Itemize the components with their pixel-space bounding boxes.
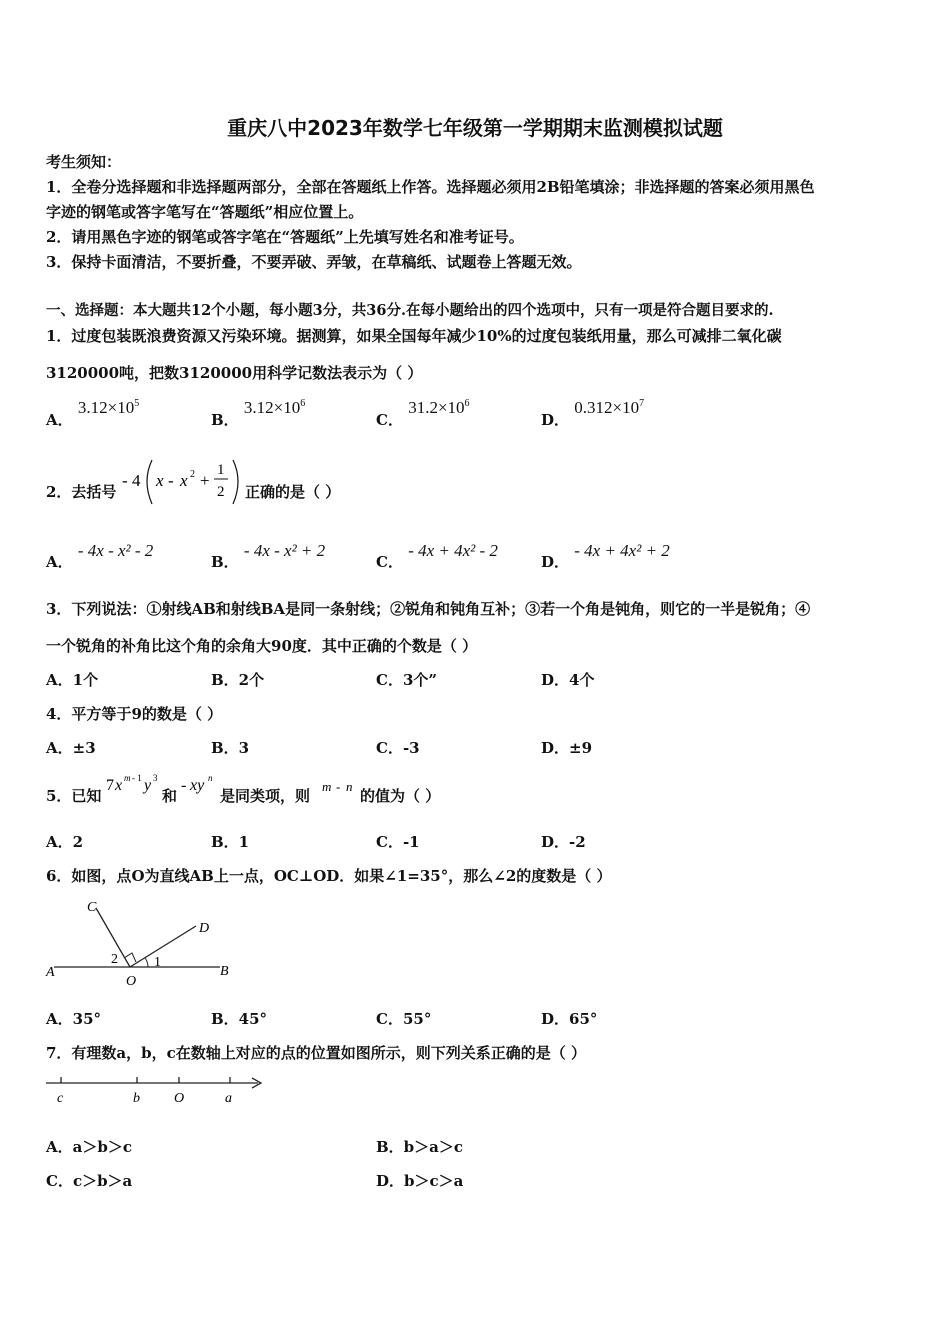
q1-option-b[interactable]: B． $3.12\times 10^6$ — [211, 398, 306, 429]
q7-option-a[interactable]: A．a＞b＞c — [46, 1138, 132, 1156]
q5-term1 — [104, 770, 160, 800]
svg-text:xy: xy — [190, 777, 205, 794]
q3-stem-line1: 3．下列说法：①射线AB和射线BA是同一条射线；②锐角和钝角互补；③若一个角是钝角，则它的一半是锐角；④ — [46, 600, 811, 618]
q4-option-d[interactable]: D．±9 — [541, 739, 593, 757]
svg-text:-: - — [336, 779, 341, 794]
q5-and: 和 — [162, 787, 178, 805]
notice-item3: 3．保持卡面清洁，不要折叠，不要弄破、弄皱，在草稿纸、试题卷上答题无效。 — [46, 253, 582, 271]
q4-option-a[interactable]: A．±3 — [46, 739, 96, 757]
svg-text:-: - — [181, 777, 187, 794]
notice-heading: 考生须知： — [46, 153, 122, 171]
q5-option-b[interactable]: B．1 — [211, 833, 250, 851]
q5-option-d[interactable]: D．-2 — [541, 833, 586, 851]
svg-text:m: m — [322, 779, 332, 794]
q6-label-b: B — [220, 964, 229, 979]
q7-option-c[interactable]: C．c＞b＞a — [46, 1172, 133, 1190]
q5-option-a[interactable]: A．2 — [46, 833, 84, 851]
q2-stem-suffix: 正确的是（ ） — [245, 483, 341, 501]
svg-text:x: x — [156, 471, 164, 490]
svg-text:7: 7 — [106, 777, 114, 794]
svg-text:n: n — [346, 779, 353, 794]
q7-label-o: O — [174, 1091, 185, 1106]
q6-option-a[interactable]: A．35° — [46, 1010, 102, 1028]
q7-label-a: a — [225, 1091, 232, 1106]
q6-label-o: O — [126, 974, 137, 989]
section-heading: 一、选择题：本大题共12个小题，每小题3分，共36分.在每小题给出的四个选项中，只有一项是符合题目要求的. — [46, 302, 774, 319]
svg-text:x: x — [180, 471, 188, 490]
q1-option-c[interactable]: C． $31.2\times 10^6$ — [376, 398, 470, 429]
svg-text:-: - — [168, 471, 174, 490]
q3-option-b[interactable]: B．2个 — [211, 671, 265, 689]
q4-stem: 4．平方等于9的数是（ ） — [46, 705, 223, 723]
svg-text:1: 1 — [217, 462, 225, 478]
q7-option-d[interactable]: D．b＞c＞a — [376, 1172, 464, 1190]
svg-text:4: 4 — [132, 471, 141, 490]
notice-item1-line2: 字迹的钢笔或答字笔写在“答题纸”相应位置上。 — [46, 203, 364, 221]
q5-option-c[interactable]: C．-1 — [376, 833, 420, 851]
q7-number-line — [40, 1070, 270, 1110]
q6-option-b[interactable]: B．45° — [211, 1010, 268, 1028]
q1-option-a[interactable]: A． $3.12\times 10^5$ — [46, 398, 140, 429]
q1-stem-line2: 3120000吨，把数3120000用科学记数法表示为（ ） — [46, 364, 423, 382]
q7-label-c: c — [57, 1091, 64, 1106]
q6-label-angle1: 1 — [154, 955, 161, 970]
svg-text:2: 2 — [190, 469, 195, 480]
svg-text:x: x — [115, 777, 123, 794]
q6-label-angle2: 2 — [111, 952, 118, 967]
q6-option-c[interactable]: C．55° — [376, 1010, 432, 1028]
q3-option-a[interactable]: A．1个 — [46, 671, 99, 689]
q5-stem-middle: 是同类项，则 — [220, 787, 311, 805]
q2-stem-prefix: 2．去括号 — [46, 483, 117, 501]
notice-item1-line1: 1．全卷分选择题和非选择题两部分，全部在答题纸上作答。选择题必须用2B铅笔填涂；非选择题的答案必须用黑色 — [46, 178, 815, 196]
q2-option-c[interactable]: C． - 4x + 4x² - 2 — [376, 541, 498, 571]
q7-option-b[interactable]: B．b＞a＞c — [376, 1138, 464, 1156]
svg-text:3: 3 — [153, 773, 158, 783]
q4-option-c[interactable]: C．-3 — [376, 739, 420, 757]
q1-stem-line1: 1．过度包装既浪费资源又污染环境。据测算，如果全国每年减少10%的过度包装纸用量，那么可减排二氧化碳 — [46, 327, 782, 345]
svg-text:m: m — [124, 773, 131, 783]
q7-label-b: b — [133, 1091, 140, 1106]
q2-option-b[interactable]: B． - 4x - x² + 2 — [211, 541, 326, 571]
q7-stem: 7．有理数a，b，c在数轴上对应的点的位置如图所示，则下列关系正确的是（ ） — [46, 1044, 587, 1062]
svg-text:y: y — [144, 777, 152, 794]
q3-stem-line2: 一个锐角的补角比这个角的余角大90度．其中正确的个数是（ ） — [46, 637, 478, 655]
q5-term2 — [180, 770, 220, 800]
q5-stem-suffix: 的值为（ ） — [360, 787, 441, 805]
q6-label-d: D — [199, 921, 210, 936]
q6-label-a: A — [46, 965, 55, 980]
q6-stem: 6．如图，点O为直线AB上一点，OC⊥OD．如果∠1=35°，那么∠2的度数是（ ） — [46, 867, 612, 885]
q4-option-b[interactable]: B．3 — [211, 739, 250, 757]
notice-item2: 2．请用黑色字迹的钢笔或答字笔在“答题纸”上先填写姓名和准考证号。 — [46, 228, 524, 246]
page-title: 重庆八中2023年数学七年级第一学期期末监测模拟试题 — [227, 116, 723, 140]
q5-expression — [320, 776, 360, 800]
svg-text:- 1: - 1 — [132, 773, 142, 783]
q2-option-d[interactable]: D． - 4x + 4x² + 2 — [541, 541, 670, 571]
q3-option-d[interactable]: D．4个 — [541, 671, 595, 689]
q5-stem-prefix: 5．已知 — [46, 787, 102, 805]
q2-option-a[interactable]: A． - 4x - x² - 2 — [46, 541, 154, 571]
q6-geometry-figure — [40, 892, 240, 992]
q6-label-c: C — [87, 900, 97, 915]
svg-text:2: 2 — [217, 484, 225, 500]
svg-text:-: - — [122, 471, 128, 490]
svg-text:+: + — [200, 471, 210, 490]
q6-option-d[interactable]: D．65° — [541, 1010, 598, 1028]
q2-expression — [120, 455, 245, 509]
svg-text:n: n — [208, 773, 213, 783]
q1-option-d[interactable]: D． $0.312\times 10^7$ — [541, 398, 645, 429]
q3-option-c[interactable]: C．3个” — [376, 671, 438, 689]
